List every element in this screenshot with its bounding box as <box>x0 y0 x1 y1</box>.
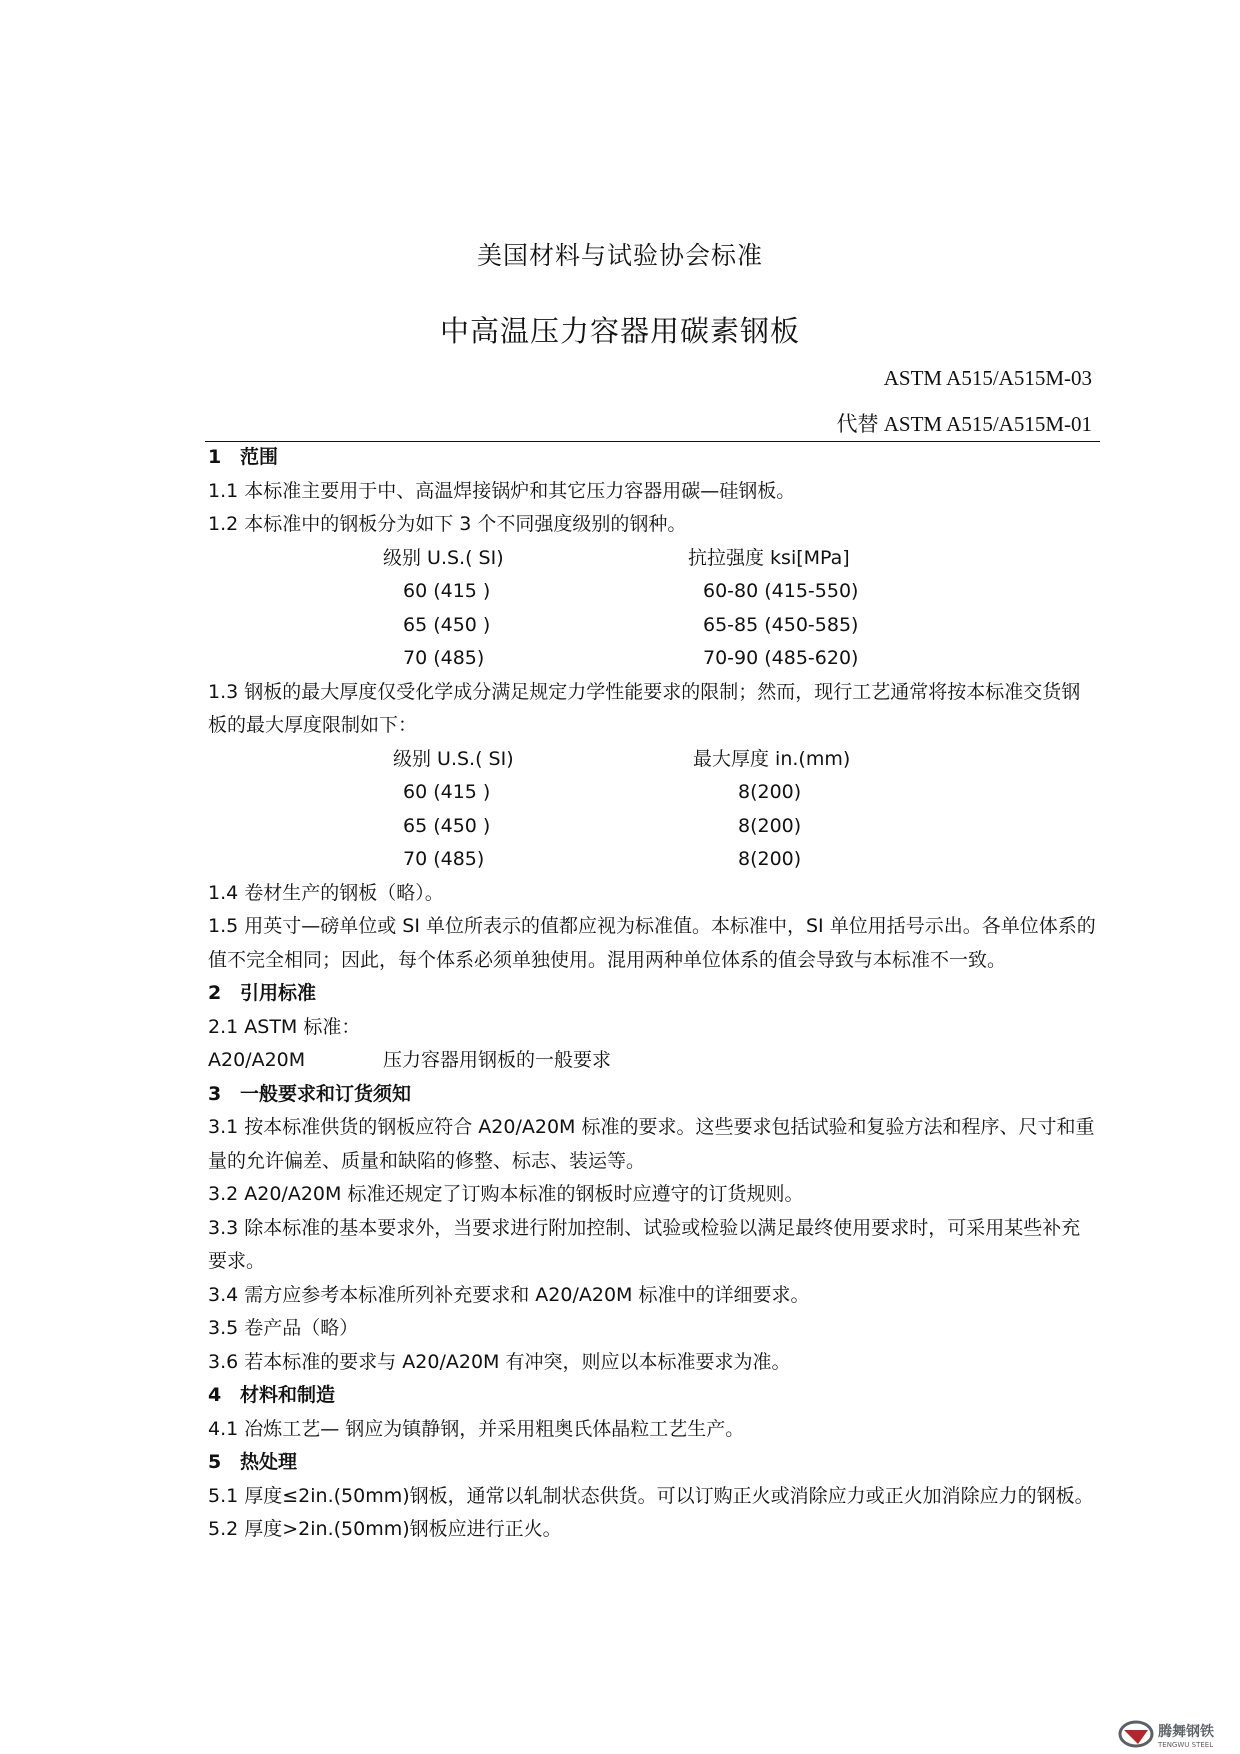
document-body <box>208 441 1098 1547</box>
table-row <box>208 810 1098 844</box>
table-cell: 8(200) <box>738 781 802 803</box>
para-3-2: 3.2 A20/A20M 标准还规定了订购本标准的钢板时应遵守的订货规则。 <box>208 1183 804 1205</box>
table-row <box>208 642 1098 676</box>
tengwu-steel-logo <box>1118 1714 1240 1754</box>
table-cell: 8(200) <box>738 814 802 837</box>
table-row <box>208 776 1098 810</box>
logo-text-cn: 腾舞钢铁 <box>1158 1724 1214 1740</box>
para-4-1: 4.1 冶炼工艺— 钢应为镇静钢，并采用粗奥氏体晶粒工艺生产。 <box>208 1417 745 1440</box>
para-1-4: 1.4 卷材生产的钢板（略）。 <box>208 881 444 904</box>
thickness-table <box>208 743 1098 877</box>
table-cell: 70 (485) <box>403 848 485 870</box>
table-header-thickness: 最大厚度 in.(mm) <box>693 747 851 770</box>
logo-text-en: TENGWU STEEL <box>1158 1741 1214 1749</box>
section-2-heading: 2 引用标准 <box>208 982 317 1004</box>
document-title: 中高温压力容器用碳素钢板 <box>439 314 800 348</box>
para-1-5: 1.5 用英寸—磅单位或 SI 单位所表示的值都应视为标准值。本标准中，SI 单位用括号示出。各单位体系的值不完全相同；因此，每个体系必须单独使用。混用两种单位体系的值会导致与本标准不一致。 <box>208 915 1096 971</box>
reference-title: 压力容器用钢板的一般要求 <box>383 1049 612 1071</box>
table-row <box>208 743 1098 777</box>
para-5-1: 5.1 厚度≤2in.(50mm)钢板，通常以轧制状态供货。可以订购正火或消除应力或正火加消除应力的钢板。 <box>208 1484 1094 1507</box>
standard-code: ASTM A515/A515M-03 <box>883 366 1092 390</box>
table-cell: 65 (450 ) <box>403 613 491 636</box>
para-5-2: 5.2 厚度>2in.(50mm)钢板应进行正火。 <box>208 1518 562 1540</box>
logo-swoosh-icon <box>1124 1730 1148 1744</box>
table-row <box>208 575 1098 609</box>
table-row <box>208 609 1098 643</box>
table-header-strength: 抗拉强度 ksi[MPa] <box>688 546 850 569</box>
table-row <box>208 542 1098 576</box>
table-cell: 60 (415 ) <box>403 580 491 602</box>
table-cell: 60-80 (415-550) <box>703 580 859 602</box>
para-1-1: 1.1 本标准主要用于中、高温焊接锅炉和其它压力容器用碳—硅钢板。 <box>208 479 796 502</box>
table-cell: 65-85 (450-585) <box>703 613 859 636</box>
table-cell: 60 (415 ) <box>403 781 491 803</box>
para-3-1: 3.1 按本标准供货的钢板应符合 A20/A20M 标准的要求。这些要求包括试验和复验方法和程序、尺寸和重量的允许偏差、质量和缺陷的修整、标志、装运等。 <box>208 1116 1095 1172</box>
reference-row <box>208 1044 1098 1078</box>
table-row <box>208 843 1098 877</box>
section-5-heading: 5 热处理 <box>208 1451 298 1473</box>
table-header-grade: 级别 U.S.( SI) <box>383 546 504 569</box>
table-cell: 70 (485) <box>403 647 485 669</box>
table-cell: 70-90 (485-620) <box>703 647 859 669</box>
section-4-heading: 4 材料和制造 <box>208 1384 336 1406</box>
document-org: 美国材料与试验协会标准 <box>476 241 763 270</box>
para-3-6: 3.6 若本标准的要求与 A20/A20M 有冲突，则应以本标准要求为准。 <box>208 1350 791 1373</box>
reference-code: A20/A20M <box>208 1049 306 1071</box>
replaces-code: 代替 ASTM A515/A515M-01 <box>836 412 1092 436</box>
para-1-3: 1.3 钢板的最大厚度仅受化学成分满足规定力学性能要求的限制；然而，现行工艺通常将按本标准交货钢板的最大厚度限制如下： <box>208 680 1081 736</box>
table-cell: 65 (450 ) <box>403 814 491 837</box>
para-2-1: 2.1 ASTM 标准： <box>208 1015 361 1038</box>
strength-table <box>208 542 1098 676</box>
section-3-heading: 3 一般要求和订货须知 <box>208 1082 412 1105</box>
table-cell: 8(200) <box>738 848 802 870</box>
para-3-5: 3.5 卷产品（略） <box>208 1317 359 1339</box>
para-3-4: 3.4 需方应参考本标准所列补充要求和 A20/A20M 标准中的详细要求。 <box>208 1283 810 1306</box>
para-3-3: 3.3 除本标准的基本要求外，当要求进行附加控制、试验或检验以满足最终使用要求时，可采用某些补充要求。 <box>208 1216 1081 1272</box>
para-1-2: 1.2 本标准中的钢板分为如下 3 个不同强度级别的钢种。 <box>208 513 687 535</box>
section-1-heading: 1 范围 <box>208 446 279 468</box>
table-header-grade: 级别 U.S.( SI) <box>393 747 514 770</box>
